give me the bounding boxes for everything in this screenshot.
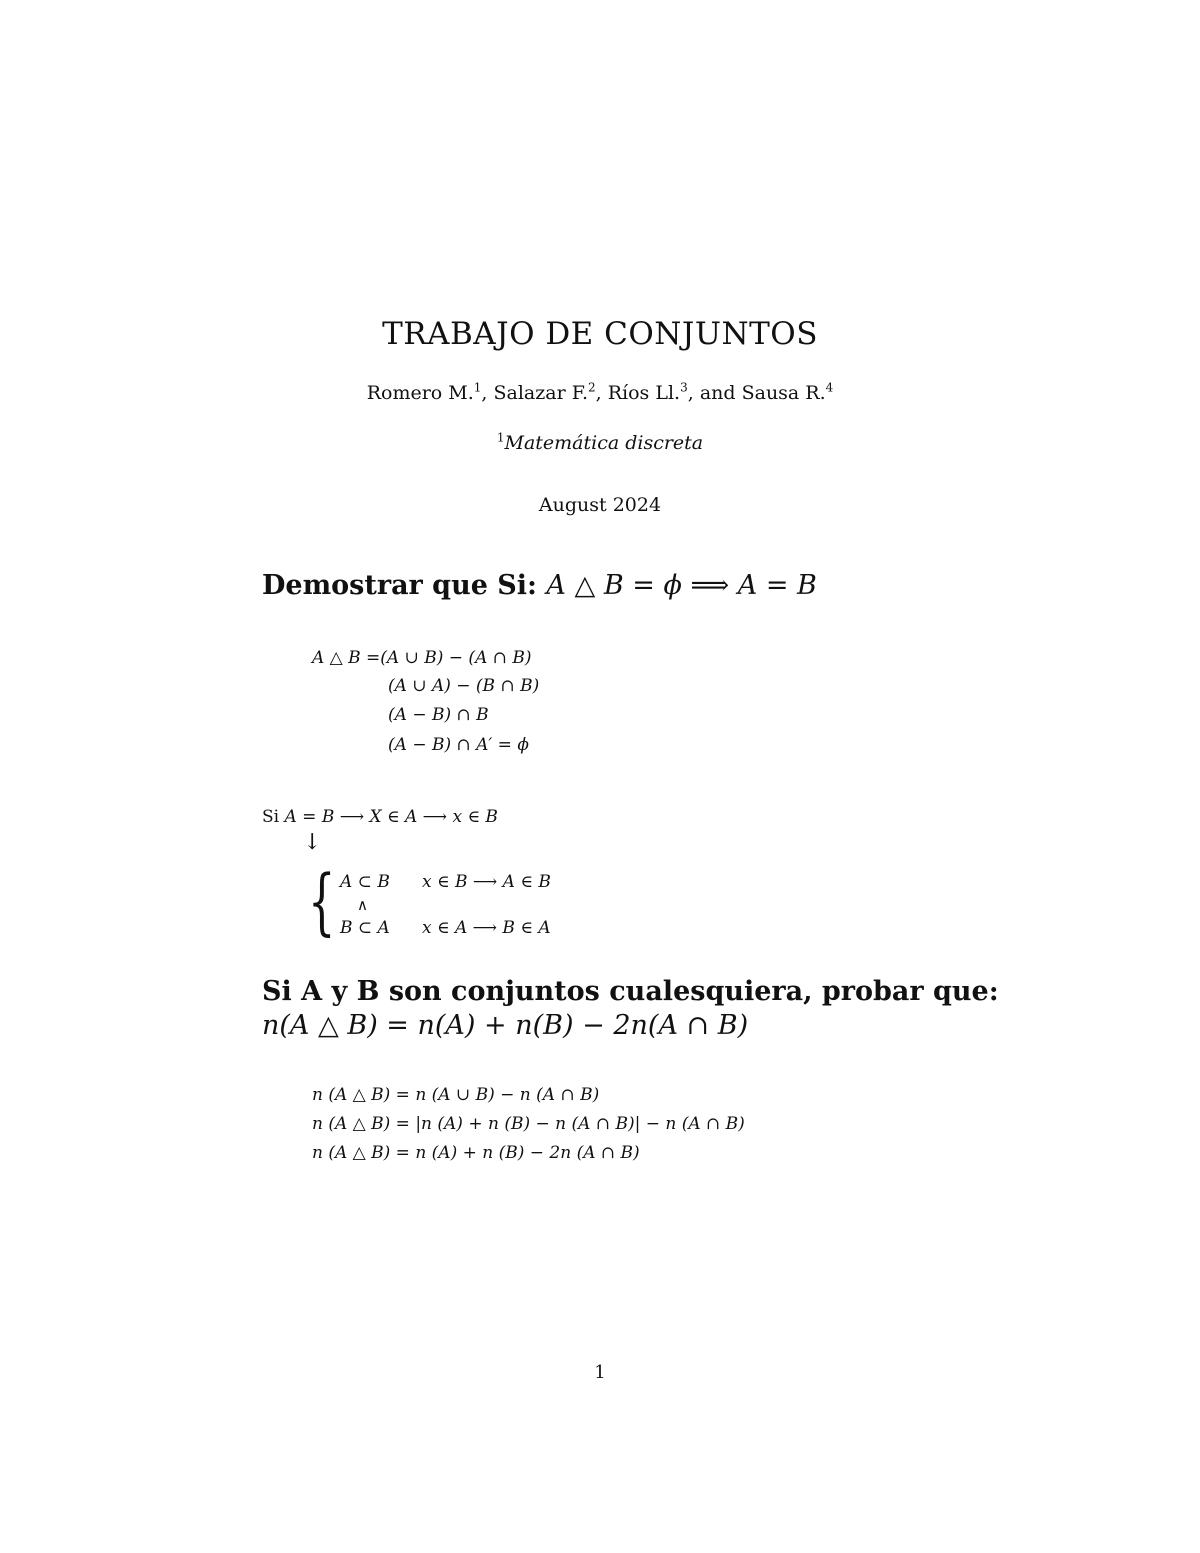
affiliation: [0, 432, 1200, 454]
author-sep: , and: [687, 382, 742, 404]
implication-line: [262, 807, 498, 827]
section2-equation: n (A △ B) = n (A) + n (B) − 2n (A ∩ B): [312, 1143, 640, 1163]
author-sup: 4: [825, 380, 834, 395]
affiliation-text: Matemática discreta: [504, 432, 704, 454]
section2-equation: n (A △ B) = n (A ∪ B) − n (A ∩ B): [312, 1085, 600, 1105]
si-math: A = B ⟶ X ∈ A ⟶ x ∈ B: [284, 807, 498, 827]
section1-equation: A △ B =(A ∪ B) − (A ∩ B): [312, 648, 532, 668]
author-name: Sausa R.: [741, 382, 826, 404]
left-brace-symbol: {: [308, 859, 336, 943]
author-sup: 3: [680, 380, 688, 395]
paper-date: August 2024: [538, 494, 662, 516]
author-sep: ,: [481, 382, 494, 404]
section2-heading-math: n(A △ B) = n(A) + n(B) − 2n(A ∩ B): [262, 1010, 749, 1041]
paper-title: TRABAJO DE CONJUNTOS: [382, 316, 818, 352]
si-word: Si: [262, 807, 280, 827]
section2-heading: Si A y B son conjuntos cualesquiera, probar que:: [262, 976, 999, 1007]
section1-equation: (A − B) ∩ A′ = ϕ: [388, 735, 529, 755]
brace-row-left: B ⊂ A: [340, 918, 390, 938]
down-arrow-symbol: ↓: [303, 830, 322, 855]
author-list: [0, 382, 1200, 404]
section1-equation: (A ∪ A) − (B ∩ B): [388, 676, 540, 696]
author-sup: 1: [473, 380, 482, 395]
brace-row-right: x ∈ B ⟶ A ∈ B: [422, 872, 551, 892]
brace-row-right: x ∈ A ⟶ B ∈ A: [422, 918, 551, 938]
affiliation-sup: 1: [496, 430, 505, 445]
page-number: 1: [594, 1362, 606, 1383]
section1-heading-text: Demostrar que Si:: [262, 570, 537, 601]
section1-heading-math: A △ B = ϕ ⟹ A = B: [546, 570, 817, 601]
author-name: Romero M.: [366, 382, 474, 404]
logical-and-symbol: ∧: [357, 896, 368, 914]
section1-equation: (A − B) ∩ B: [388, 705, 489, 725]
author-sup: 2: [588, 380, 596, 395]
author-sep: ,: [595, 382, 608, 404]
section2-equation: n (A △ B) = |n (A) + n (B) − n (A ∩ B)| − n (A ∩ B): [312, 1114, 745, 1134]
brace-row-left: A ⊂ B: [340, 872, 390, 892]
author-name: Salazar F.: [493, 382, 588, 404]
section1-heading: [262, 570, 817, 601]
author-name: Ríos Ll.: [607, 382, 681, 404]
